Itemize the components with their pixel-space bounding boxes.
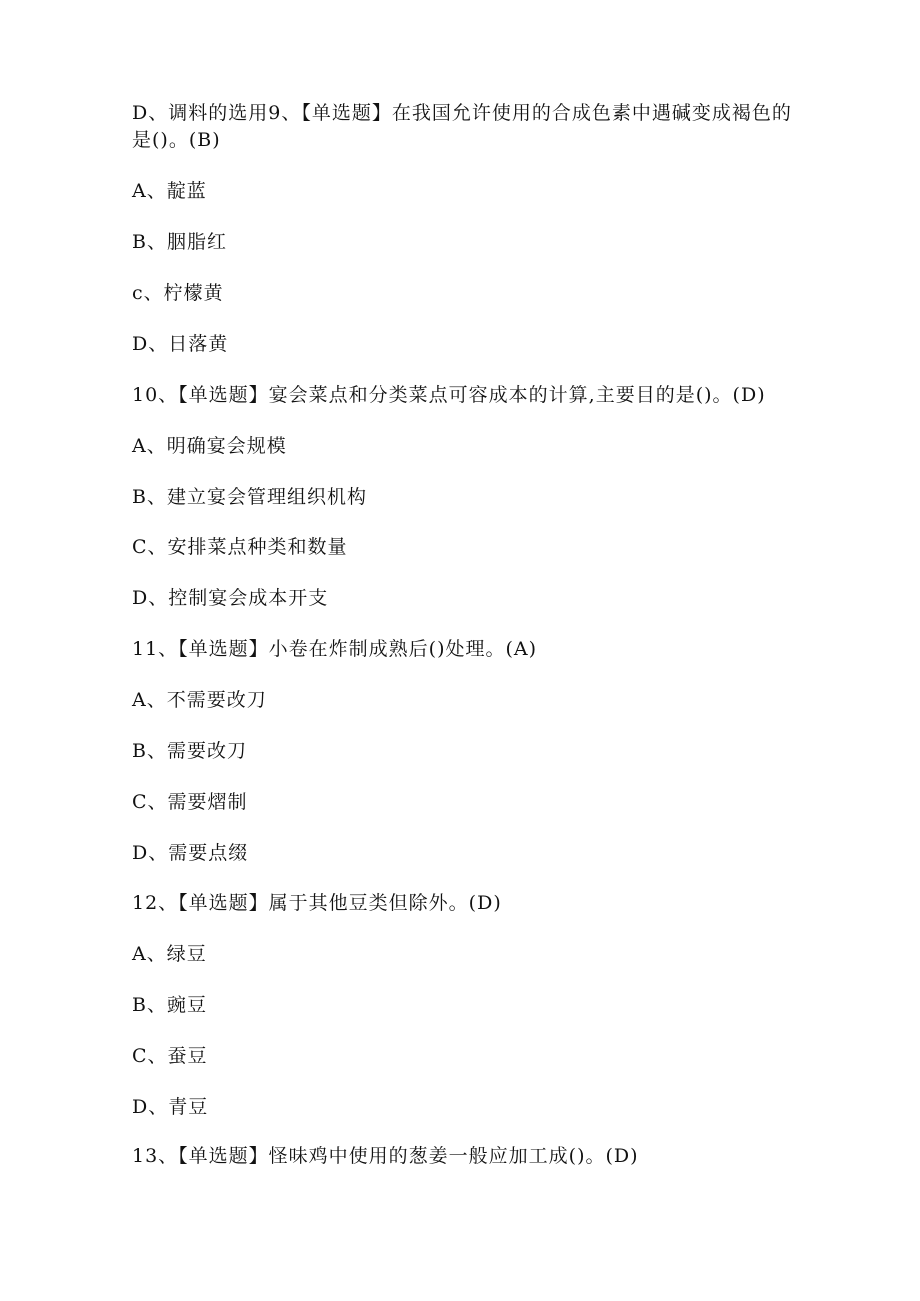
question-13: 13、【单选题】怪味鸡中使用的葱姜一般应加工成()。(D) — [132, 1145, 639, 1167]
question-11: 11、【单选题】小卷在炸制成熟后()处理。(A) — [132, 638, 538, 660]
question-12-option-a: A、绿豆 — [132, 943, 207, 965]
option-d-seasoning-and-question-9: D、调料的选用9、【单选题】在我国允许使用的合成色素中遇碱变成褐色的是()。(B) — [132, 102, 792, 151]
question-10-option-c: C、安排菜点种类和数量 — [132, 536, 348, 558]
question-9-option-a: A、靛蓝 — [132, 180, 207, 202]
question-12-option-d: D、青豆 — [132, 1096, 209, 1118]
question-11-option-b: B、需要改刀 — [132, 740, 247, 762]
question-11-option-d: D、需要点缀 — [132, 842, 249, 864]
question-10-option-a: A、明确宴会规模 — [132, 435, 287, 457]
question-9-option-c: c、柠檬黄 — [132, 282, 224, 304]
question-11-option-a: A、不需要改刀 — [132, 689, 267, 711]
question-12-option-c: C、蚕豆 — [132, 1045, 208, 1067]
question-10: 10、【单选题】宴会菜点和分类菜点可容成本的计算,主要目的是()。(D) — [132, 384, 766, 406]
question-11-option-c: C、需要熠制 — [132, 791, 248, 813]
question-12: 12、【单选题】属于其他豆类但除外。(D) — [132, 892, 502, 914]
question-12-option-b: B、豌豆 — [132, 994, 207, 1016]
question-10-option-d: D、控制宴会成本开支 — [132, 587, 329, 609]
question-9-option-b: B、胭脂红 — [132, 231, 227, 253]
question-10-option-b: B、建立宴会管理组织机构 — [132, 486, 367, 508]
question-9-option-d: D、日落黄 — [132, 333, 229, 355]
